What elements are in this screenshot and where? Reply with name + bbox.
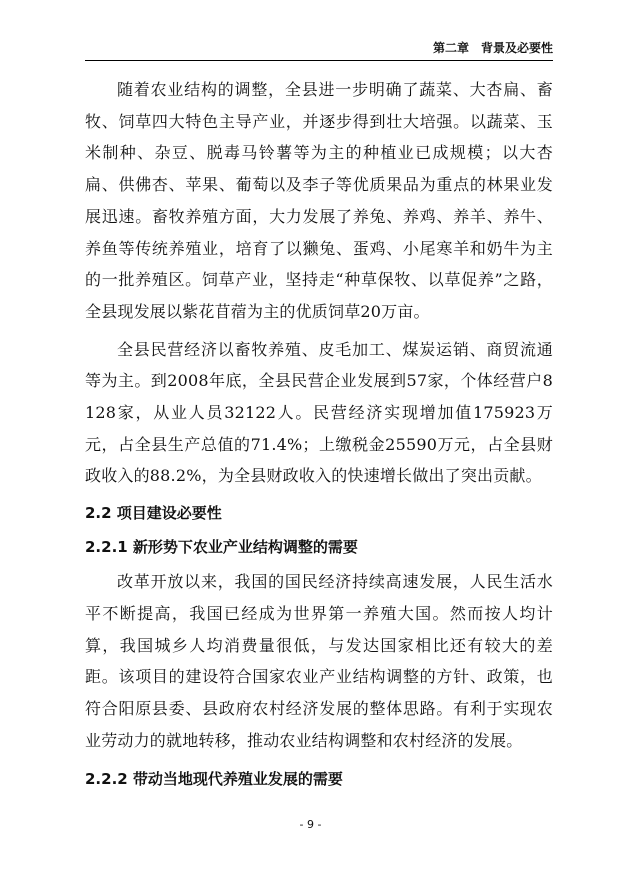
paragraph-agriculture-structure: 随着农业结构的调整，全县进一步明确了蔬菜、大杏扁、畜牧、饲草四大特色主导产业，并逐步得到壮大培强。以蔬菜、玉米制种、杂豆、脱毒马铃薯等为主的种植业已成规模；以大杏扁、供佛杏、苹果、葡萄以及李子等优质果品为重点的林果业发展迅速。畜牧养殖方面，大力发展了养兔、养鸡、养羊、养牛、养鱼等传统养殖业，培育了以獭兔、蛋鸡、小尾寒羊和奶牛为主的一批养殖区。饲草产业，坚持走“种草保牧、以草促养”之路，全县现发展以紫花苜蓿为主的优质饲草20万亩。: [85, 80, 553, 321]
page-header: [85, 38, 553, 61]
section-heading-2-2: 2.2 项目建设必要性: [85, 504, 222, 523]
chapter-title: 第二章 背景及必要性: [432, 41, 553, 55]
paragraph-structure-adjustment: 改革开放以来，我国的国民经济持续高速发展，人民生活水平不断提高，我国已经成为世界第一养殖大国。然而按人均计算，我国城乡人均消费量很低，与发达国家相比还有较大的差距。该项目的建设符合国家农业产业结构调整的方针、政策，也符合阳原县委、县政府农村经济发展的整体思路。有利于实现农业劳动力的就地转移，推动农业结构调整和农村经济的发展。: [85, 572, 553, 750]
paragraph-private-economy: 全县民营经济以畜牧养殖、皮毛加工、煤炭运销、商贸流通等为主。到2008年底，全县民营企业发展到57家，个体经营户8128家，从业人员32122人。民营经济实现增加值175923万元，占全县生产总值的71.4%；上缴税金25590万元，占全县财政收入的88.2%，为全县财政收入的快速增长做出了突出贡献。: [85, 339, 553, 486]
section-heading-2-2-1: 2.2.1 新形势下农业产业结构调整的需要: [85, 538, 358, 557]
page-number: - 9 -: [299, 818, 322, 831]
document-body: [85, 74, 553, 798]
section-heading-2-2-2: 2.2.2 带动当地现代养殖业发展的需要: [85, 770, 343, 789]
